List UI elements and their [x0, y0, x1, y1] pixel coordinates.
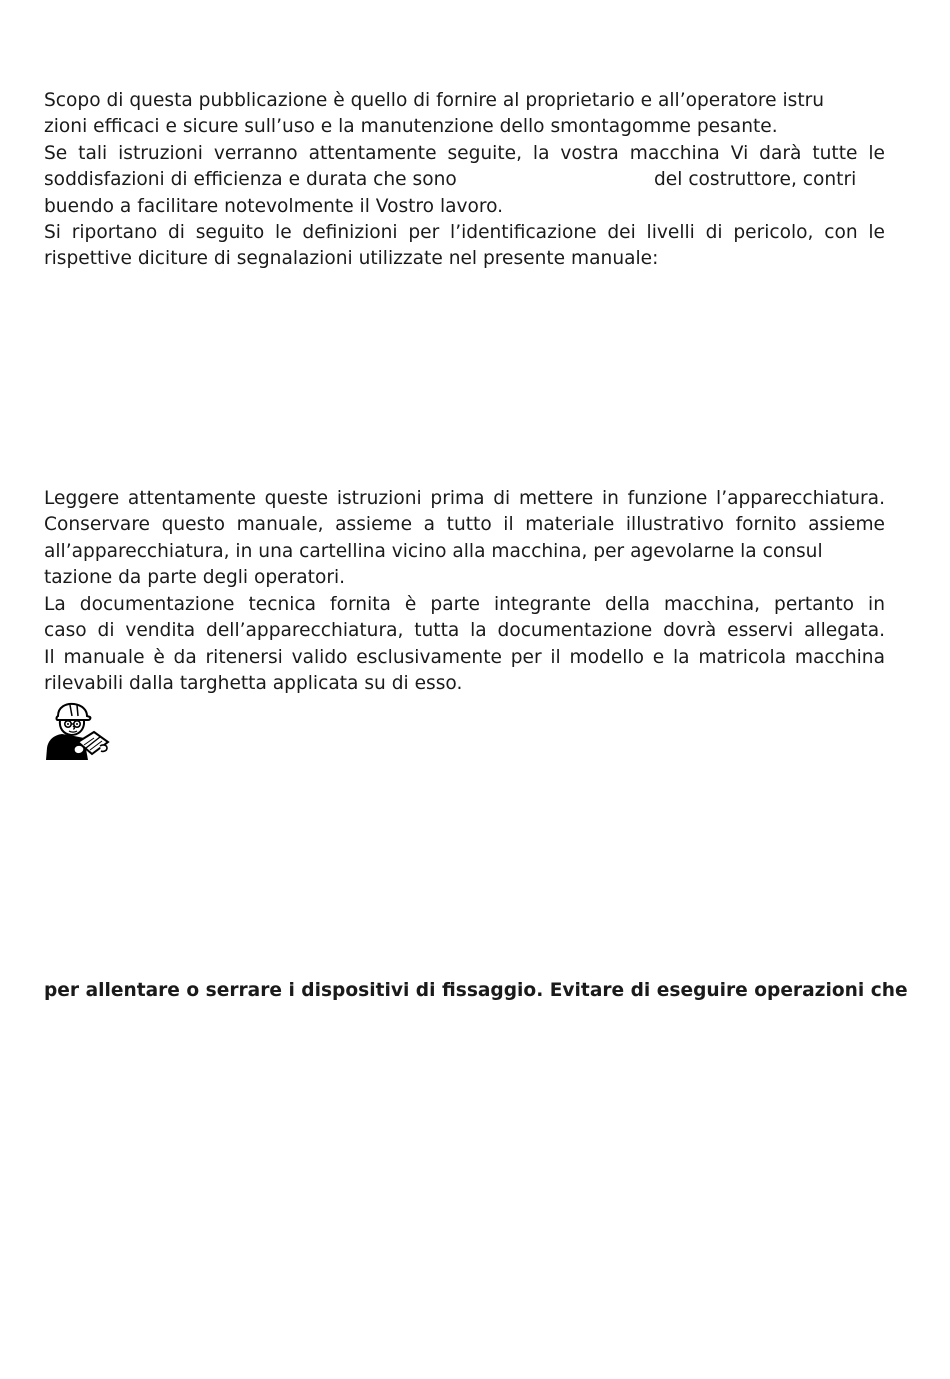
reading-line-3: all’apparecchiatura, in una cartellina vicino alla macchina, per agevolarne la consul — [44, 541, 823, 562]
warning-line: per allentare o serrare i dispositivi di fissaggio. Evitare di eseguire operazioni che — [44, 980, 908, 1001]
worker-reading-manual-icon — [44, 702, 110, 760]
intro-line-3: Se tali istruzioni verranno attentamente seguite, la vostra macchina Vi darà tutte le — [44, 143, 885, 164]
reading-line-1: Leggere attentamente queste istruzioni prima di mettere in funzione l’apparecchiatura. — [44, 488, 885, 509]
intro-line-4-left: soddisfazioni di efficienza e durata che sono — [44, 169, 457, 190]
intro-line-2: zioni efficaci e sicure sull’uso e la manutenzione dello smontagomme pesante. — [44, 116, 778, 137]
reading-line-5: La documentazione tecnica fornita è parte integrante della macchina, pertanto in — [44, 594, 885, 615]
reading-line-4: tazione da parte degli operatori. — [44, 567, 346, 588]
reading-line-7: Il manuale è da ritenersi valido esclusivamente per il modello e la matricola macchina — [44, 647, 885, 668]
reading-line-6: caso di vendita dell’apparecchiatura, tutta la documentazione dovrà esservi allegata. — [44, 620, 885, 641]
intro-line-7: rispettive diciture di segnalazioni utilizzate nel presente manuale: — [44, 248, 659, 269]
reading-line-2: Conservare questo manuale, assieme a tutto il materiale illustrativo fornito assieme — [44, 514, 885, 535]
intro-line-4 — [44, 167, 885, 193]
intro-line-6: Si riportano di seguito le definizioni per l’identificazione dei livelli di pericolo, con le — [44, 222, 885, 243]
intro-line-4-right: del costruttore, contri — [654, 169, 857, 190]
intro-line-1: Scopo di questa pubblicazione è quello di fornire al proprietario e all’operatore istru — [44, 90, 825, 111]
intro-line-5: buendo a facilitare notevolmente il Vostro lavoro. — [44, 196, 504, 217]
reading-line-8: rilevabili dalla targhetta applicata su di esso. — [44, 673, 463, 694]
